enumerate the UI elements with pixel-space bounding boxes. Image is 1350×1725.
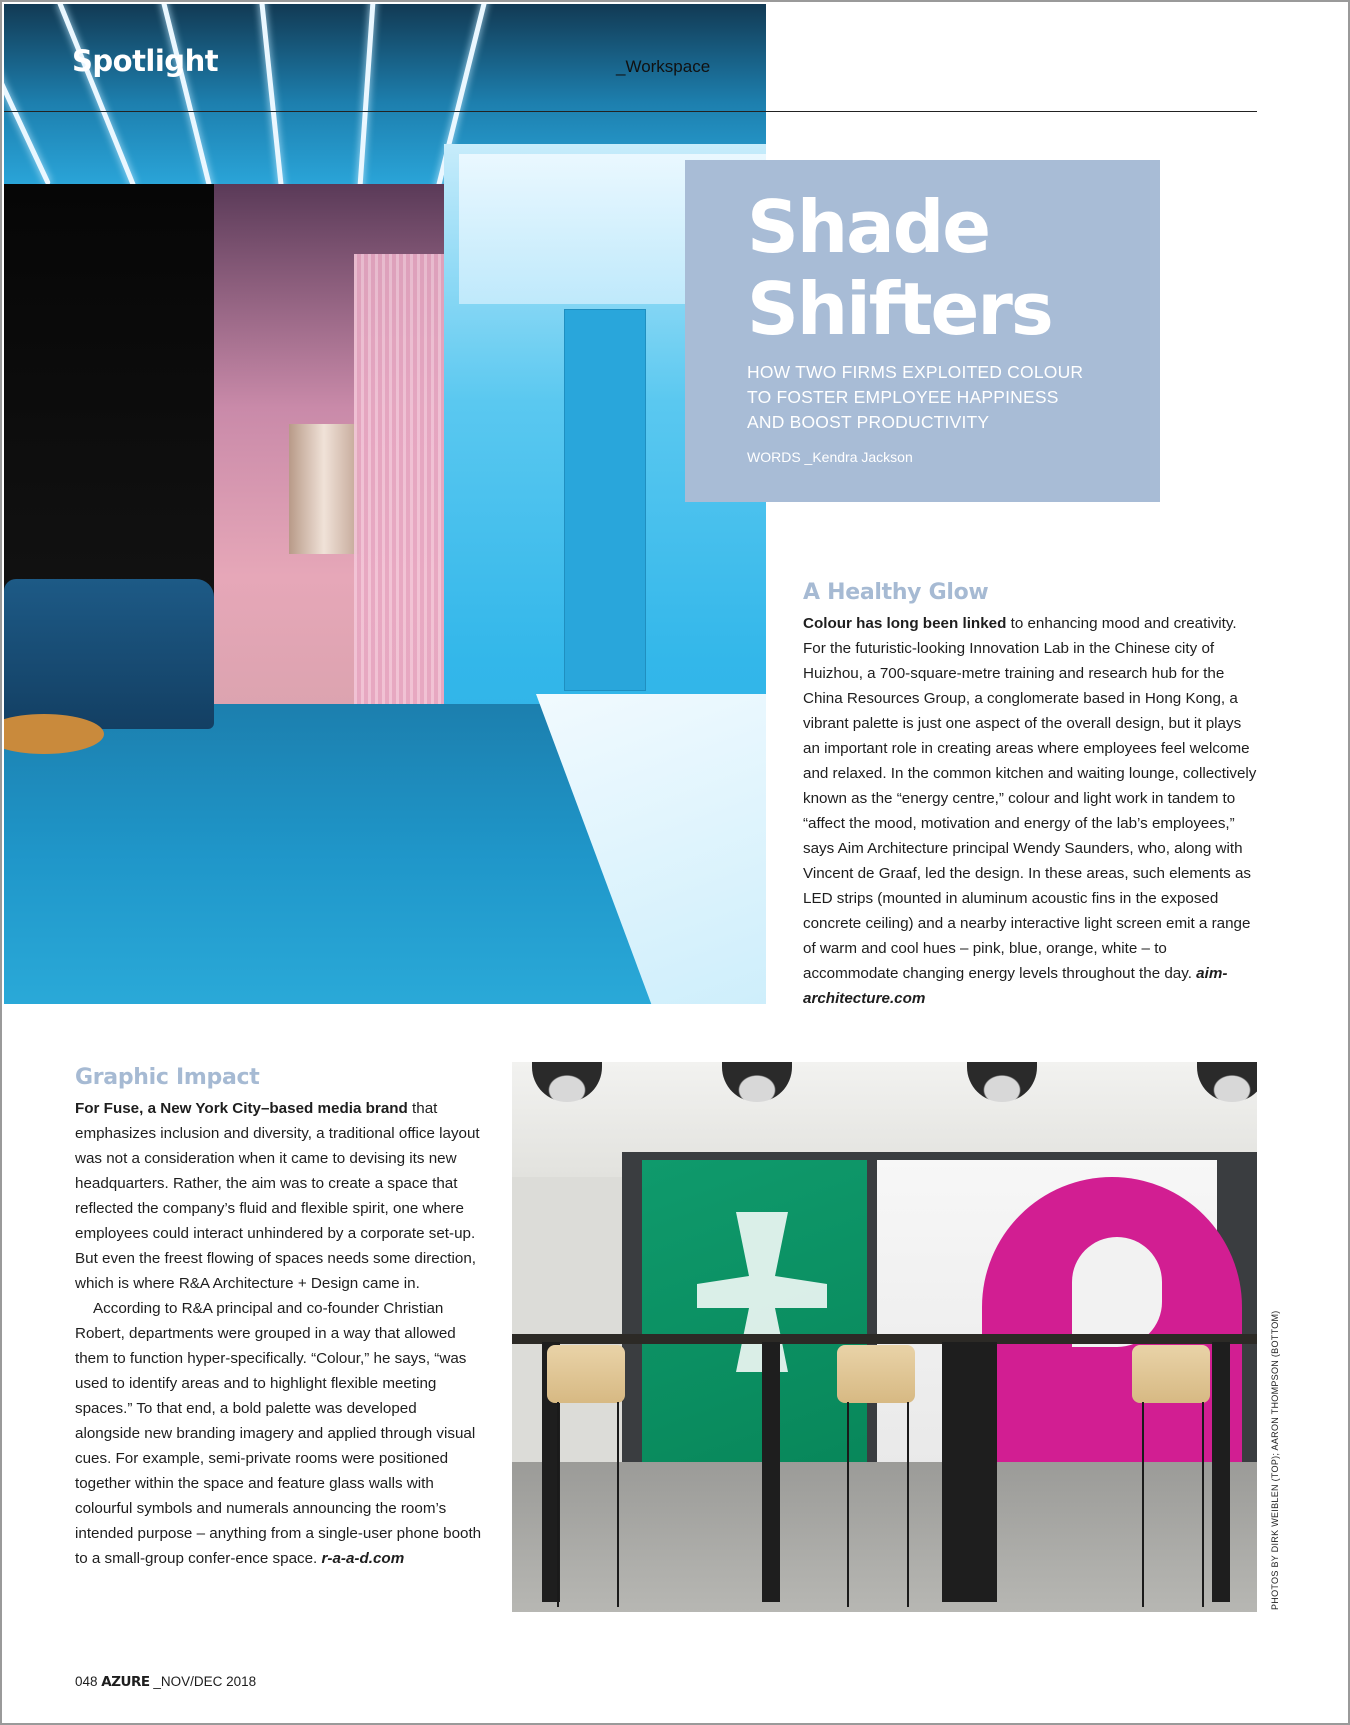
issue-date: _NOV/DEC 2018	[153, 1674, 257, 1689]
raad-link[interactable]: r-a-a-d.com	[321, 1550, 405, 1567]
section-label: Spotlight	[72, 44, 219, 78]
bar-stool	[547, 1345, 625, 1403]
lead-in: Colour has long been linked	[803, 615, 1007, 632]
counter-leg	[762, 1342, 780, 1602]
article-deck	[747, 360, 1107, 435]
counter-leg	[1212, 1342, 1230, 1602]
photo-counter	[512, 1334, 1257, 1344]
photo-light-screen	[354, 254, 444, 754]
graphic-impact-para-1	[75, 1096, 485, 1296]
photo-sofa	[4, 579, 214, 729]
innovation-lab-photo	[4, 4, 766, 1004]
article-title	[747, 186, 1147, 350]
stool-leg	[1142, 1402, 1144, 1607]
lead-in: For Fuse, a New York City–based media brand	[75, 1100, 408, 1117]
magazine-brand: AZURE	[101, 1674, 150, 1690]
title-box	[685, 160, 1160, 502]
stool-leg	[847, 1402, 849, 1607]
stool-leg	[617, 1402, 619, 1607]
title-line: Shifters	[747, 267, 1052, 351]
aim-architecture-link[interactable]: aim-architecture.com	[803, 965, 1228, 1007]
photo-carpet	[512, 1462, 1257, 1612]
stool-leg	[557, 1402, 559, 1607]
header-rule	[4, 111, 1257, 112]
body-text: According to R&A principal and co-founder Christian Robert, departments were grouped in a way that allowed them to function hyper-specifically. “Colour,” he says, “was used to identify areas and to highlight flexible meeting spaces.” To that end, a bold palette was developed alongside new branding imagery and applied through visual cues. For example, semi-private rooms were positioned together within the space and feature glass walls with colourful symbols and numerals announcing the room’s intended purpose – anything from a single-user phone booth to a small-group confer-ence space.	[75, 1300, 482, 1567]
title-line: Shade	[747, 185, 990, 269]
graphic-impact-para-2	[75, 1296, 485, 1571]
graphic-impact-column	[75, 1065, 485, 1571]
deck-line: TO FOSTER EMPLOYEE HAPPINESS	[747, 387, 1059, 407]
stool-leg	[1202, 1402, 1204, 1607]
healthy-glow-column	[803, 580, 1261, 1011]
deck-line: HOW TWO FIRMS EXPLOITED COLOUR	[747, 362, 1084, 382]
byline: WORDS _Kendra Jackson	[747, 449, 913, 465]
photo-lockers	[564, 309, 646, 691]
photo-credit: PHOTOS BY DIRK WEIBLEN (TOP); AARON THOMPSON (BOTTOM)	[1270, 1310, 1280, 1610]
section-tag: _Workspace	[616, 57, 711, 76]
body-text: that emphasizes inclusion and diversity, a traditional office layout was not a consideration when it came to devising its new headquarters. Rather, the aim was to create a space that reflected the company’s fluid and flexible spirit, one where employees could interact unhindered by a corporate set-up. But even the freest flowing of spaces needs some direction, which is where R&A Architecture + Design came in.	[75, 1100, 480, 1292]
healthy-glow-heading: A Healthy Glow	[803, 580, 989, 605]
graphic-impact-heading: Graphic Impact	[75, 1065, 260, 1090]
stool-leg	[907, 1402, 909, 1607]
photo-numeral-cutout	[1072, 1237, 1162, 1347]
healthy-glow-body	[803, 611, 1261, 1011]
counter-pedestal	[942, 1342, 997, 1602]
fuse-office-photo	[512, 1062, 1257, 1612]
page-number: 048	[75, 1674, 98, 1689]
deck-line: AND BOOST PRODUCTIVITY	[747, 412, 990, 432]
folio	[75, 1674, 256, 1690]
body-text: to enhancing mood and creativity. For the futuristic-looking Innovation Lab in the Chinese city of Huizhou, a 700-square-metre training and research hub for the China Resources Group, a conglomerate based in Hong Kong, a vibrant palette is just one aspect of the overall design, but it plays an important role in creating areas where employees feel welcome and relaxed. In the common kitchen and waiting lounge, collectively known as the “energy centre,” colour and light work in tandem to “affect the mood, motivation and energy of the lab’s employees,” says Aim Architecture principal Wendy Saunders, who, along with Vincent de Graaf, led the design. In these areas, such elements as LED strips (mounted in aluminum acoustic fins in the exposed concrete ceiling) and a nearby interactive light screen emit a range of warm and cool hues – pink, blue, orange, white – to accommodate changing energy levels throughout the day.	[803, 615, 1257, 982]
bar-stool	[837, 1345, 915, 1403]
photo-corridor-curtain	[289, 424, 359, 554]
bar-stool	[1132, 1345, 1210, 1403]
